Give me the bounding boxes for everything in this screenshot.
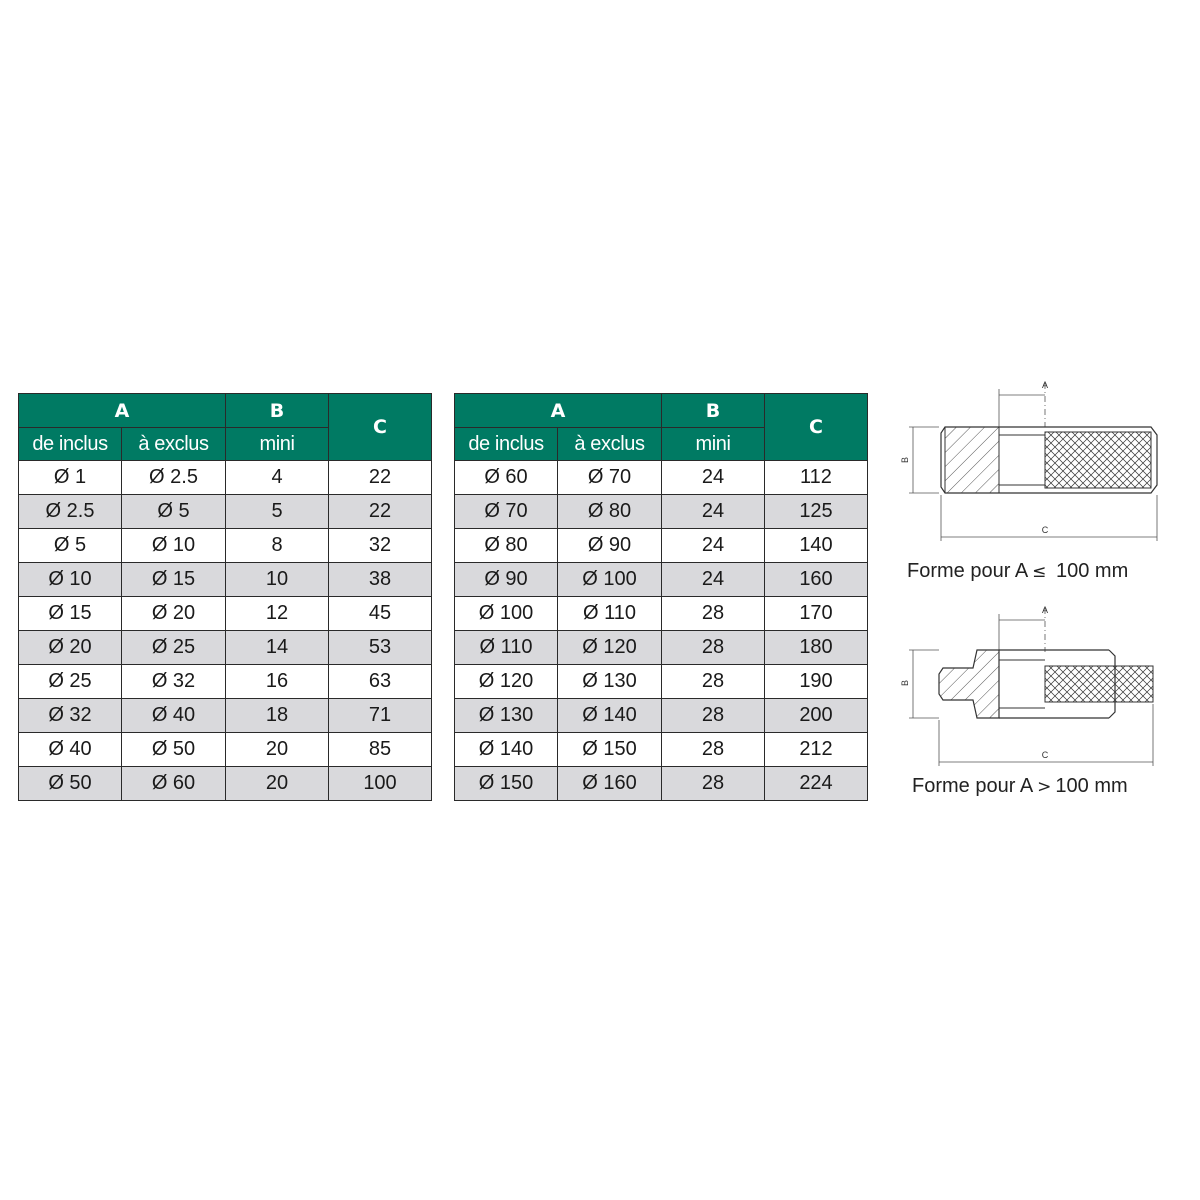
- cell-b-mini: 20: [226, 767, 329, 801]
- dim-c-label: C: [1041, 525, 1049, 535]
- less-equal-symbol: ≤: [1032, 562, 1047, 582]
- dim-a-label: A: [1041, 380, 1049, 390]
- caption-prefix: Forme pour A: [912, 775, 1034, 797]
- cell-a-from: Ø 32: [19, 699, 122, 733]
- cell-b-mini: 5: [226, 495, 329, 529]
- dimensions-table-right: [454, 393, 868, 801]
- cell-a-from: Ø 120: [455, 665, 558, 699]
- cell-a-to: Ø 160: [558, 767, 662, 801]
- caption-prefix: Forme pour A: [907, 560, 1029, 582]
- cell-a-from: Ø 140: [455, 733, 558, 767]
- header-b: B: [226, 394, 329, 428]
- cell-a-from: Ø 40: [19, 733, 122, 767]
- drawing-large-form: [895, 600, 1170, 770]
- cell-a-to: Ø 25: [122, 631, 226, 665]
- cell-c: 140: [765, 529, 868, 563]
- cell-a-from: Ø 110: [455, 631, 558, 665]
- cell-c: 63: [329, 665, 432, 699]
- cell-a-from: Ø 90: [455, 563, 558, 597]
- cell-c: 125: [765, 495, 868, 529]
- header-a: A: [455, 394, 662, 428]
- cell-b-mini: 28: [662, 699, 765, 733]
- dim-c-label: C: [1041, 750, 1049, 760]
- cell-a-to: Ø 32: [122, 665, 226, 699]
- cell-a-to: Ø 20: [122, 597, 226, 631]
- cell-b-mini: 4: [226, 461, 329, 495]
- cell-c: 100: [329, 767, 432, 801]
- header-b: B: [662, 394, 765, 428]
- cell-c: 160: [765, 563, 868, 597]
- table-row: [19, 529, 432, 563]
- dim-b-label: B: [900, 456, 910, 464]
- cell-b-mini: 24: [662, 461, 765, 495]
- table-row: [455, 733, 868, 767]
- cell-c: 212: [765, 733, 868, 767]
- caption-small-form: [907, 560, 1128, 583]
- header-a-to: à exclus: [558, 428, 662, 461]
- table-row: [19, 563, 432, 597]
- cell-a-from: Ø 20: [19, 631, 122, 665]
- greater-than-symbol: >: [1037, 777, 1052, 797]
- cell-c: 32: [329, 529, 432, 563]
- table-row: [19, 495, 432, 529]
- cell-c: 45: [329, 597, 432, 631]
- cell-a-from: Ø 5: [19, 529, 122, 563]
- cell-a-to: Ø 60: [122, 767, 226, 801]
- cell-c: 53: [329, 631, 432, 665]
- cell-a-to: Ø 5: [122, 495, 226, 529]
- header-c: C: [329, 394, 432, 461]
- table-row: [19, 767, 432, 801]
- dim-b-label: B: [900, 679, 910, 687]
- header-b-mini: mini: [662, 428, 765, 461]
- table-row: [455, 597, 868, 631]
- cell-a-from: Ø 2.5: [19, 495, 122, 529]
- cell-c: 85: [329, 733, 432, 767]
- header-a-to: à exclus: [122, 428, 226, 461]
- header-a: A: [19, 394, 226, 428]
- table-body: [455, 461, 868, 801]
- cell-b-mini: 8: [226, 529, 329, 563]
- table-row: [455, 767, 868, 801]
- table-row: [455, 495, 868, 529]
- header-a-from: de inclus: [455, 428, 558, 461]
- cell-c: 200: [765, 699, 868, 733]
- cell-a-to: Ø 2.5: [122, 461, 226, 495]
- cell-a-from: Ø 50: [19, 767, 122, 801]
- table-row: [455, 529, 868, 563]
- cell-c: 180: [765, 631, 868, 665]
- cell-a-to: Ø 90: [558, 529, 662, 563]
- cell-a-to: Ø 10: [122, 529, 226, 563]
- caption-suffix: 100 mm: [1055, 775, 1128, 797]
- cell-a-to: Ø 50: [122, 733, 226, 767]
- cell-b-mini: 24: [662, 563, 765, 597]
- cell-a-from: Ø 130: [455, 699, 558, 733]
- table-row: [455, 699, 868, 733]
- cell-b-mini: 24: [662, 529, 765, 563]
- cell-a-to: Ø 100: [558, 563, 662, 597]
- cell-a-from: Ø 80: [455, 529, 558, 563]
- drawing-small-form: [895, 375, 1170, 545]
- table-body: [19, 461, 432, 801]
- cell-c: 170: [765, 597, 868, 631]
- cell-c: 22: [329, 495, 432, 529]
- cell-c: 38: [329, 563, 432, 597]
- cell-c: 224: [765, 767, 868, 801]
- cell-b-mini: 28: [662, 733, 765, 767]
- caption-suffix: 100 mm: [1055, 560, 1129, 582]
- table-row: [455, 665, 868, 699]
- cell-b-mini: 18: [226, 699, 329, 733]
- cell-b-mini: 14: [226, 631, 329, 665]
- cell-b-mini: 28: [662, 631, 765, 665]
- table-row: [19, 699, 432, 733]
- header-a-from: de inclus: [19, 428, 122, 461]
- cell-b-mini: 28: [662, 665, 765, 699]
- table-row: [455, 631, 868, 665]
- dim-a-label: A: [1041, 605, 1049, 615]
- cell-b-mini: 12: [226, 597, 329, 631]
- table-row: [19, 631, 432, 665]
- table-row: [455, 461, 868, 495]
- cell-a-to: Ø 80: [558, 495, 662, 529]
- cell-b-mini: 24: [662, 495, 765, 529]
- dimensions-table-left: [18, 393, 432, 801]
- cell-a-from: Ø 70: [455, 495, 558, 529]
- cell-a-from: Ø 10: [19, 563, 122, 597]
- cell-a-to: Ø 40: [122, 699, 226, 733]
- cell-a-to: Ø 120: [558, 631, 662, 665]
- table-row: [19, 597, 432, 631]
- cell-a-from: Ø 15: [19, 597, 122, 631]
- header-c: C: [765, 394, 868, 461]
- header-b-mini: mini: [226, 428, 329, 461]
- cell-a-to: Ø 110: [558, 597, 662, 631]
- cell-a-to: Ø 150: [558, 733, 662, 767]
- table-row: [19, 461, 432, 495]
- cell-a-from: Ø 100: [455, 597, 558, 631]
- cell-b-mini: 20: [226, 733, 329, 767]
- cell-a-from: Ø 150: [455, 767, 558, 801]
- cell-b-mini: 10: [226, 563, 329, 597]
- cell-c: 190: [765, 665, 868, 699]
- cell-b-mini: 28: [662, 767, 765, 801]
- caption-large-form: [912, 775, 1128, 798]
- cell-a-from: Ø 1: [19, 461, 122, 495]
- cell-a-from: Ø 60: [455, 461, 558, 495]
- cell-b-mini: 16: [226, 665, 329, 699]
- cell-c: 71: [329, 699, 432, 733]
- cell-a-from: Ø 25: [19, 665, 122, 699]
- table-row: [455, 563, 868, 597]
- cell-c: 112: [765, 461, 868, 495]
- cell-a-to: Ø 130: [558, 665, 662, 699]
- cell-a-to: Ø 140: [558, 699, 662, 733]
- cell-b-mini: 28: [662, 597, 765, 631]
- cell-a-to: Ø 70: [558, 461, 662, 495]
- table-row: [19, 665, 432, 699]
- cell-a-to: Ø 15: [122, 563, 226, 597]
- cell-c: 22: [329, 461, 432, 495]
- table-row: [19, 733, 432, 767]
